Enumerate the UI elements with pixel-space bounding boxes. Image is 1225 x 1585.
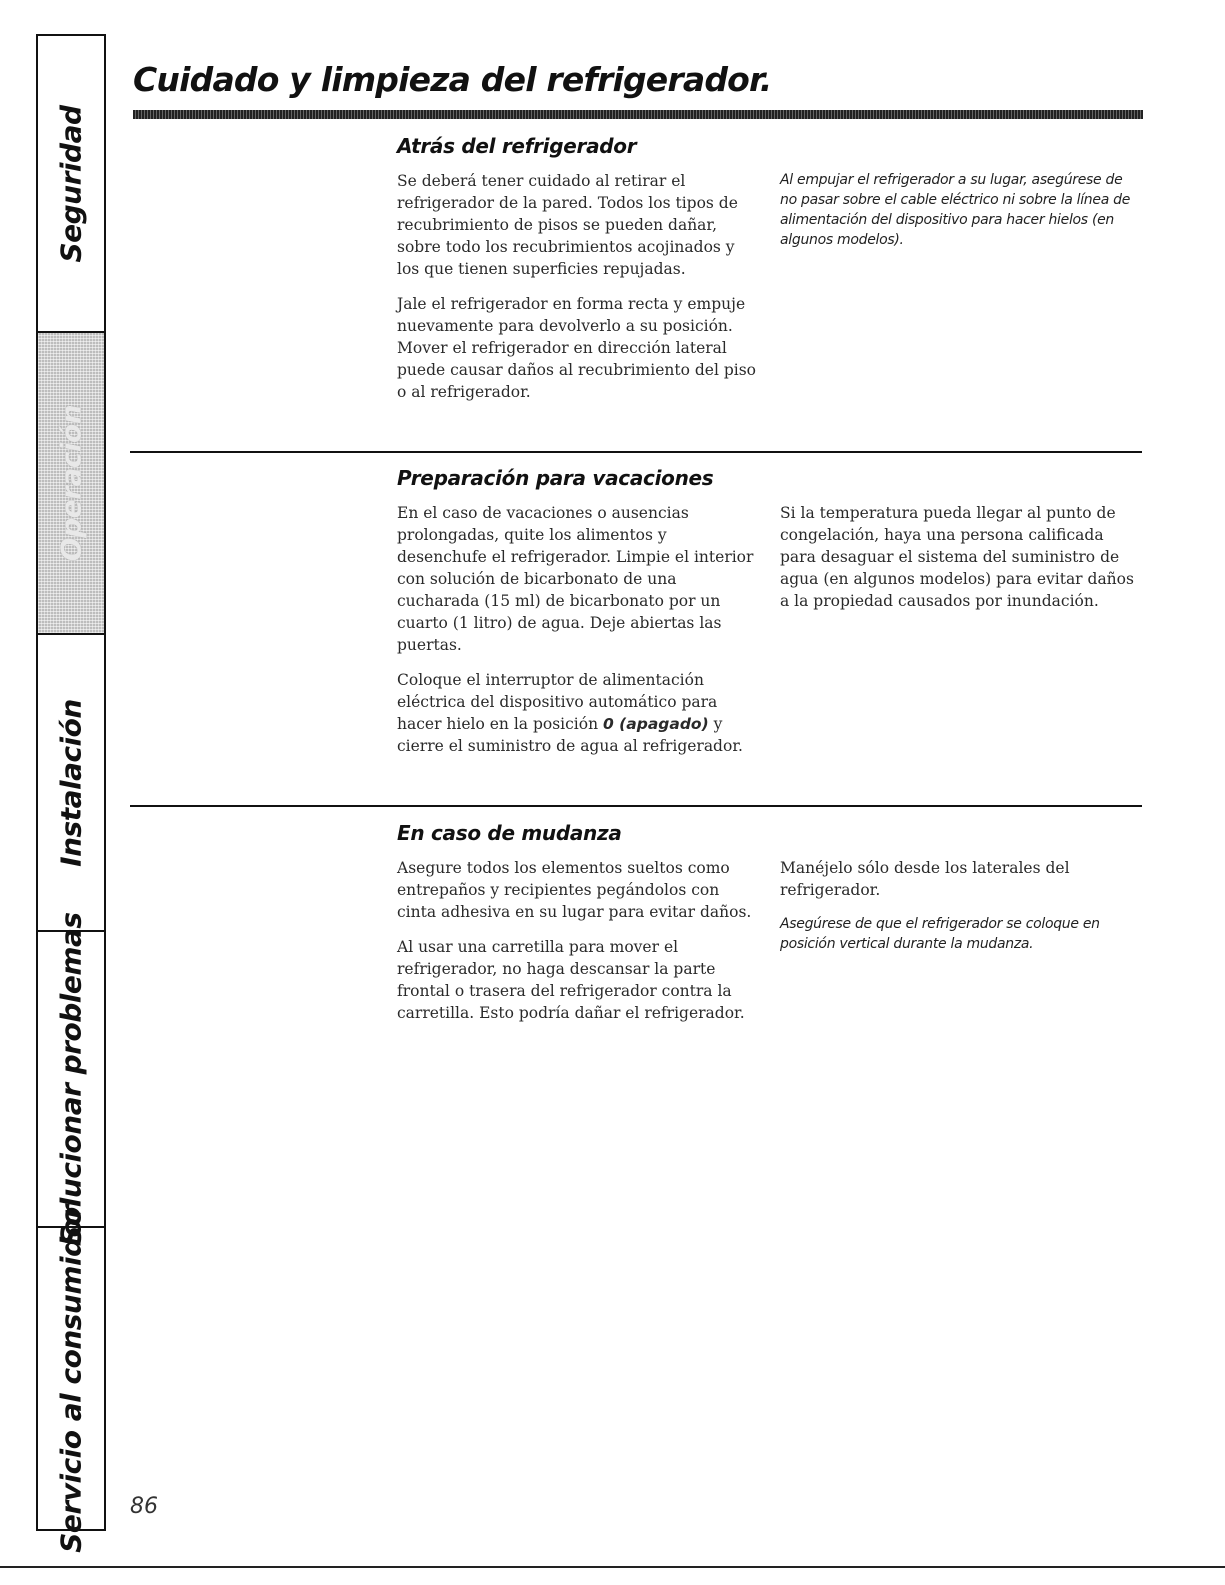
title-underline xyxy=(133,110,1143,119)
section-heading: Atrás del refrigerador xyxy=(397,134,637,158)
section-divider xyxy=(130,451,1142,453)
paragraph: Manéjelo sólo desde los laterales del refrigerador. xyxy=(780,859,1070,899)
section-heading: En caso de mudanza xyxy=(397,821,622,845)
section-en-caso-de-mudanza xyxy=(397,821,1142,1022)
tab-label: Seguridad xyxy=(54,104,88,263)
paragraph: Al usar una carretilla para mover el refrigerador, no haga descansar la parte frontal o trasera del refrigerador contra la carretilla. Esto podría dañar el refrigerador. xyxy=(397,938,745,1022)
page-number: 86 xyxy=(130,1494,158,1519)
left-column xyxy=(397,502,759,770)
tab-seguridad[interactable] xyxy=(38,36,104,333)
left-column xyxy=(397,857,759,1037)
paragraph-text: y cierre el suministro de agua al refrigerador. xyxy=(397,715,743,755)
paragraph: Se deberá tener cuidado al retirar el refrigerador de la pared. Todos los tipos de recubrimiento de pisos se pueden dañar, sobre todo los recubrimientos acojinados y los que tienen superficies repujadas. xyxy=(397,172,738,278)
section-atras-del-refrigerador xyxy=(397,134,1142,401)
right-column xyxy=(780,502,1142,625)
right-column xyxy=(780,857,1142,964)
tab-solucionar-problemas[interactable] xyxy=(38,912,104,1246)
paragraph: Jale el refrigerador en forma recta y empuje nuevamente para devolverlo a su posición. Mover el refrigerador en dirección lateral puede causar daños al recubrimiento del piso o al refrigerador. xyxy=(397,295,756,401)
paragraph-text: Coloque el interruptor de alimentación eléctrica del dispositivo automático para hacer hielo en la posición xyxy=(397,671,718,733)
tab-servicio-al-consumidor[interactable] xyxy=(38,1204,104,1553)
paragraph: Asegure todos los elementos sueltos como entrepaños y recipientes pegándolos con cinta adhesiva en su lugar para evitar daños. xyxy=(397,859,752,921)
tab-label: Operación xyxy=(54,404,88,562)
tab-operacion[interactable] xyxy=(38,333,104,635)
note: Asegúrese de que el refrigerador se coloque en posición vertical durante la mudanza. xyxy=(780,916,1100,952)
paragraph: Si la temperatura pueda llegar al punto de congelación, haya una persona calificada para desaguar el sistema del suministro de agua (en algunos modelos) para evitar daños a la propiedad causados por inundación. xyxy=(780,504,1134,610)
left-column xyxy=(397,170,759,416)
tab-label: Servicio al consumidor xyxy=(54,1204,88,1553)
section-tab-bar xyxy=(36,34,106,1553)
paragraph: En el caso de vacaciones o ausencias prolongadas, quite los alimentos y desenchufe el refrigerador. Limpie el interior con solución de bicarbonato de una cucharada (15 ml) de bicarbonato por un cuarto (1 litro) de agua. Deje abiertas las puertas. xyxy=(397,504,754,654)
off-position-label: 0 (apagado) xyxy=(603,715,709,733)
tab-label: Instalación xyxy=(54,698,88,867)
tab-instalacion[interactable] xyxy=(38,635,104,932)
tab-label: Solucionar problemas xyxy=(54,912,88,1246)
page-title: Cuidado y limpieza del refrigerador. xyxy=(133,60,772,99)
note: Al empujar el refrigerador a su lugar, asegúrese de no pasar sobre el cable eléctrico ni sobre la línea de alimentación del dispositivo para hacer hielos (en algunos modelos). xyxy=(780,172,1131,248)
section-preparacion-para-vacaciones xyxy=(397,466,1142,755)
paragraph xyxy=(397,669,759,757)
section-heading: Preparación para vacaciones xyxy=(397,466,714,490)
section-divider xyxy=(130,805,1142,807)
bottom-rule xyxy=(0,1566,1225,1568)
right-column xyxy=(780,170,1142,260)
